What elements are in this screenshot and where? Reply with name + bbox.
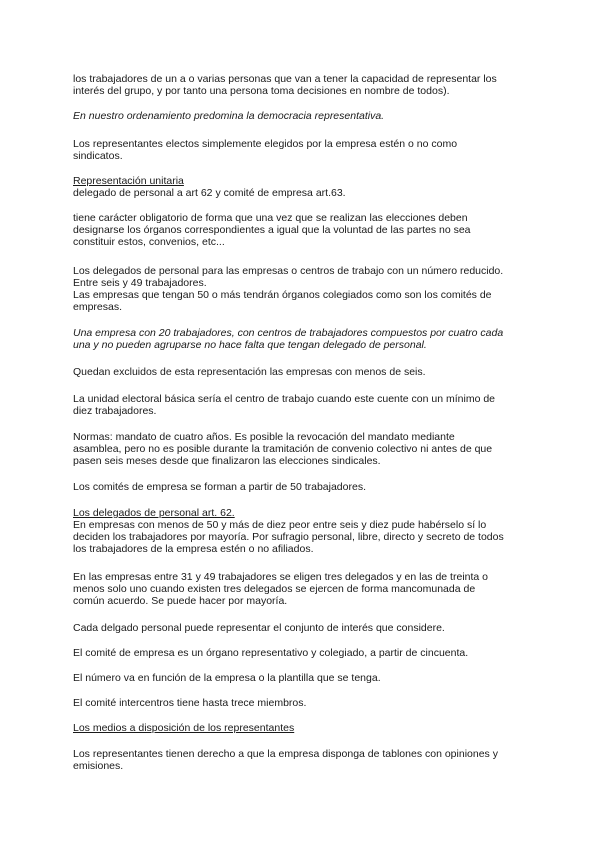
text-line: Los representantes electos simplemente elegidos por la empresa estén o no como [73,138,458,150]
text-line: El comité intercentros tiene hasta trece miembros. [73,697,307,709]
paragraph-democracia-representativa [73,110,533,122]
text-line: deciden los trabajadores por mayoría. Por sufragio personal, libre, directo y secreto de todos [73,531,504,543]
text-line: menos solo uno cuando existen tres delegados se ejercen de forma mancomunada de [73,583,476,595]
text-line: Entre seis y 49 trabajadores. [73,277,207,289]
text-line: Cada delgado personal puede representar el conjunto de interés que considere. [73,622,445,634]
text-line: Quedan excluidos de esta representación las empresas con menos de seis. [73,366,426,378]
paragraph-empresas-31-49 [73,571,533,607]
paragraph-cada-delegado [73,622,533,634]
text-line: Los comités de empresa se forman a partir de 50 trabajadores. [73,481,366,493]
text-line: interés del grupo, y por tanto una persona toma decisiones en nombre de todos). [73,85,450,97]
text-line: designarse los órganos correspondientes a igual que la voluntad de las partes no sea [73,224,471,236]
paragraph-ejemplo-20-trabajadores [73,327,533,351]
text-line: delegado de personal a art 62 y comité de empresa art.63. [73,187,346,199]
text-line: una y no pueden agruparse no hace falta que tengan delegado de personal. [73,339,427,351]
text-line: tiene carácter obligatorio de forma que una vez que se realizan las elecciones deben [73,212,468,224]
paragraph-normas-mandato [73,431,533,467]
text-line: El número va en función de la empresa o la plantilla que se tenga. [73,672,381,684]
paragraph-unidad-electoral [73,393,533,417]
section-delegados-art-62 [73,507,533,555]
text-line: En empresas con menos de 50 y más de diez peor entre seis y diez pude habérselo sí lo [73,519,487,531]
text-line: diez trabajadores. [73,405,157,417]
paragraph-tablones [73,748,533,772]
section-representacion-unitaria [73,175,533,199]
paragraph-intro-continuation [73,73,533,97]
text-line: asamblea, pero no es posible durante la tramitación de convenio colectivo ni antes de que [73,443,493,455]
paragraph-caracter-obligatorio [73,212,533,248]
text-line: Normas: mandato de cuatro años. Es posible la revocación del mandato mediante [73,431,455,443]
paragraph-comites-50 [73,481,533,493]
text-line: empresas. [73,301,123,313]
text-line: En nuestro ordenamiento predomina la democracia representativa. [73,110,385,122]
paragraph-numero-funcion [73,672,533,684]
paragraph-comite-empresa [73,647,533,659]
text-line: constituir estos, convenios, etc... [73,236,225,248]
text-line: sindicatos. [73,150,123,162]
text-line: Las empresas que tengan 50 o más tendrán órganos colegiados como son los comités de [73,289,492,301]
section-heading: Los delegados de personal art. 62. [73,507,235,519]
paragraph-delegados-personal-numero [73,265,533,313]
text-line: Los delegados de personal para las empresas o centros de trabajo con un número reducido. [73,265,504,277]
text-line: La unidad electoral básica sería el centro de trabajo cuando este cuente con un mínimo de [73,393,496,405]
text-line: Una empresa con 20 trabajadores, con centros de trabajadores compuestos por cuatro cada [73,327,504,339]
paragraph-representantes-electos [73,138,533,162]
text-line: Los representantes tienen derecho a que la empresa disponga de tablones con opiniones y [73,748,498,760]
section-heading: Los medios a disposición de los representantes [73,722,295,734]
text-line: los trabajadores de la empresa estén o no afiliados. [73,543,314,555]
paragraph-excluidos [73,366,533,378]
text-line: común acuerdo. Se puede hacer por mayoría. [73,595,288,607]
text-line: pasen seis meses desde que finalizaron las elecciones sindicales. [73,455,381,467]
paragraph-comite-intercentros [73,697,533,709]
text-line: El comité de empresa es un órgano representativo y colegiado, a partir de cincuenta. [73,647,469,659]
text-line: emisiones. [73,760,124,772]
section-medios-disposicion [73,722,533,734]
section-heading: Representación unitaria [73,175,184,187]
text-line: los trabajadores de un a o varias personas que van a tener la capacidad de representar los [73,73,497,85]
text-line: En las empresas entre 31 y 49 trabajadores se eligen tres delegados y en las de treinta o [73,571,489,583]
